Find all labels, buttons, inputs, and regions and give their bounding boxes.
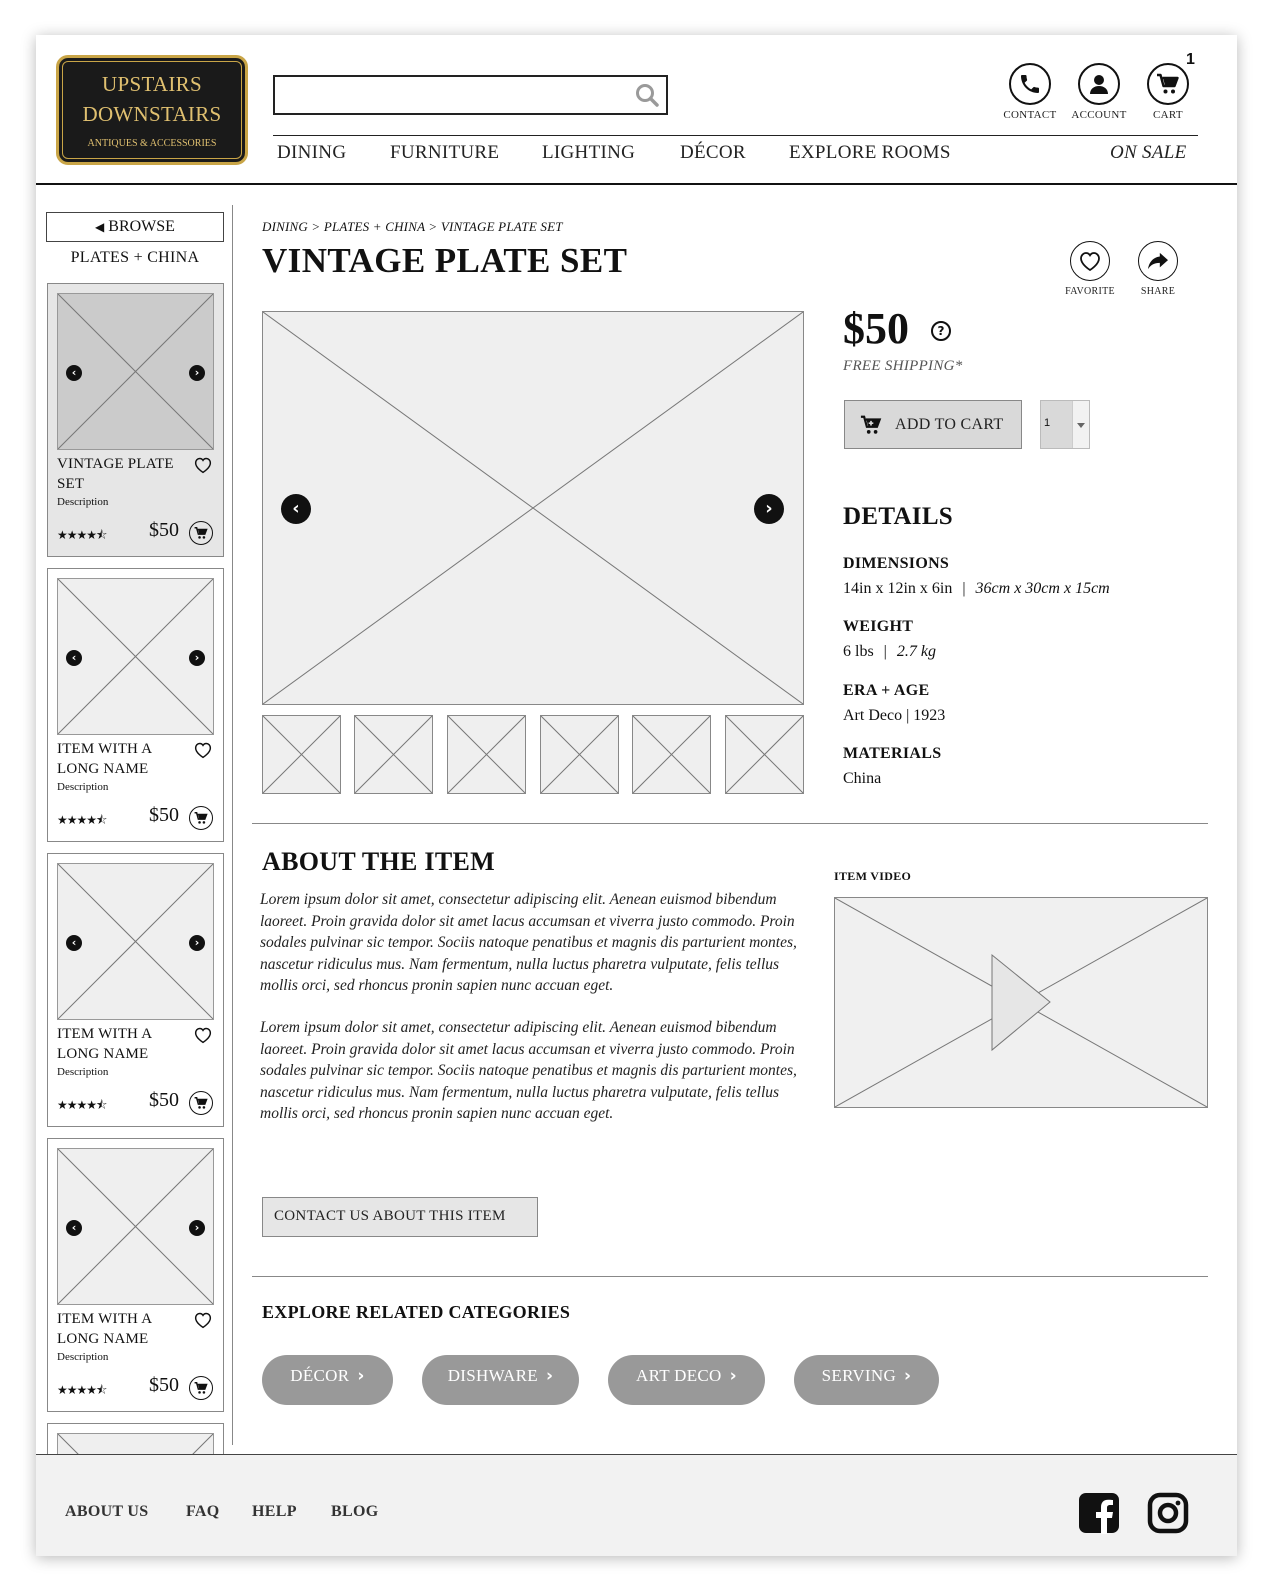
facebook-icon[interactable] bbox=[1078, 1492, 1120, 1534]
star-rating: ★★★★⯪ bbox=[57, 1383, 107, 1397]
sidebar-divider bbox=[232, 205, 233, 1445]
product-price: $50 bbox=[843, 304, 909, 353]
gallery-thumbnail[interactable] bbox=[540, 715, 619, 794]
chevron-left-icon[interactable]: ‹ bbox=[66, 650, 82, 666]
about-paragraph: Lorem ipsum dolor sit amet, consectetur adipiscing elit. Aenean euismod bibendum laoreet. Proin gravida dolor sit amet lacus accumsan et viverra justo commodo. Proin sodales pulvinar sic tempor. Sociis natoque penatibus et magnis dis parturient montes, nascetur ridiculus mus. Nam fermentum, nulla luctus pharetra vulputate, felis tellus mollis orci, sed rhoncus pronin sapien nunc accuan eget. bbox=[260, 1019, 797, 1122]
related-pill-serving[interactable] bbox=[794, 1355, 939, 1405]
footer-about-us[interactable]: ABOUT US bbox=[65, 1503, 149, 1520]
main-product-image[interactable] bbox=[262, 311, 804, 705]
search-input[interactable] bbox=[273, 75, 668, 115]
heart-icon[interactable] bbox=[193, 1311, 213, 1329]
account-label: ACCOUNT bbox=[1071, 109, 1127, 121]
pill-label: ART DECO bbox=[636, 1366, 722, 1385]
footer-blog[interactable]: BLOG bbox=[331, 1503, 379, 1520]
chevron-left-icon[interactable]: ‹ bbox=[281, 494, 311, 524]
about-paragraph: Lorem ipsum dolor sit amet, consectetur adipiscing elit. Aenean euismod bibendum laoreet. Proin gravida dolor sit amet lacus accumsan et viverra justo commodo. Proin sodales pulvinar sic tempor. Sociis natoque penatibus et magnis dis parturient montes, nascetur ridiculus mus. Nam fermentum, nulla luctus pharetra vulputate, felis tellus mollis orci, sed rhoncus pronin sapien nunc accuan eget. bbox=[260, 891, 797, 994]
pill-label: SERVING bbox=[821, 1366, 897, 1385]
chevron-right-icon: › bbox=[729, 1366, 737, 1386]
nav-furniture[interactable]: FURNITURE bbox=[390, 142, 500, 163]
era-label: ERA + AGE bbox=[843, 682, 930, 699]
weight-value bbox=[843, 643, 936, 661]
pill-label: DÉCOR bbox=[290, 1366, 350, 1385]
weight-imperial: 6 lbs bbox=[843, 643, 874, 660]
cart-icon bbox=[1156, 72, 1180, 96]
star-rating: ★★★★⯪ bbox=[57, 1098, 107, 1112]
chevron-down-icon[interactable] bbox=[1072, 401, 1089, 448]
caret-left-icon: ◀ bbox=[95, 220, 105, 234]
related-pill-art-deco[interactable] bbox=[608, 1355, 765, 1405]
product-card[interactable] bbox=[47, 568, 224, 842]
chevron-right-icon: › bbox=[545, 1366, 554, 1386]
contact-label: CONTACT bbox=[1003, 109, 1057, 121]
chevron-right-icon[interactable]: › bbox=[189, 935, 205, 951]
page-frame bbox=[36, 35, 1237, 1556]
nav-explore-rooms[interactable]: EXPLORE ROOMS bbox=[789, 142, 951, 163]
related-pill-dishware[interactable] bbox=[422, 1355, 579, 1405]
add-to-cart-button[interactable] bbox=[189, 1376, 213, 1400]
chevron-left-icon[interactable]: ‹ bbox=[66, 935, 82, 951]
share-label: SHARE bbox=[1140, 286, 1176, 297]
item-video-player[interactable] bbox=[834, 897, 1208, 1108]
add-to-cart-button[interactable] bbox=[189, 806, 213, 830]
cart-icon bbox=[194, 526, 208, 540]
card-description: Description bbox=[57, 781, 109, 793]
logo-line-2: DOWNSTAIRS bbox=[82, 102, 222, 126]
shipping-note: FREE SHIPPING* bbox=[843, 358, 963, 374]
weight-label: WEIGHT bbox=[843, 618, 914, 635]
card-description: Description bbox=[57, 1351, 109, 1363]
heart-icon[interactable] bbox=[193, 741, 213, 759]
chevron-right-icon[interactable]: › bbox=[189, 1220, 205, 1236]
chevron-right-icon: › bbox=[904, 1366, 912, 1386]
add-to-cart-button[interactable] bbox=[844, 400, 1022, 449]
search-icon[interactable] bbox=[634, 82, 660, 108]
product-card[interactable] bbox=[47, 1138, 224, 1412]
add-to-cart-button[interactable] bbox=[189, 1091, 213, 1115]
product-card[interactable] bbox=[47, 283, 224, 557]
materials-label: MATERIALS bbox=[843, 745, 942, 762]
card-price: $50 bbox=[149, 1089, 179, 1111]
weight-separator: | bbox=[883, 643, 887, 660]
gallery-thumbnail[interactable] bbox=[725, 715, 804, 794]
product-image-placeholder[interactable] bbox=[57, 1148, 214, 1305]
header-divider bbox=[36, 183, 1237, 185]
footer-help[interactable]: HELP bbox=[252, 1503, 297, 1520]
chevron-left-icon[interactable]: ‹ bbox=[66, 1220, 82, 1236]
account-link[interactable] bbox=[1059, 63, 1139, 121]
era-value: Art Deco | 1923 bbox=[843, 707, 946, 724]
materials-value: China bbox=[843, 770, 882, 787]
about-heading: ABOUT THE ITEM bbox=[262, 847, 495, 876]
weight-metric: 2.7 kg bbox=[896, 643, 936, 660]
product-card[interactable] bbox=[47, 853, 224, 1127]
contact-link[interactable] bbox=[990, 63, 1070, 121]
card-description: Description bbox=[57, 1066, 109, 1078]
quantity-select[interactable] bbox=[1040, 400, 1090, 449]
footer-faq[interactable]: FAQ bbox=[186, 1503, 220, 1520]
favorite-button[interactable] bbox=[1055, 241, 1125, 297]
chevron-right-icon[interactable]: › bbox=[189, 650, 205, 666]
add-to-cart-label: ADD TO CART bbox=[895, 415, 1004, 433]
nav-divider bbox=[273, 135, 1198, 136]
help-icon[interactable]: ? bbox=[931, 321, 951, 341]
star-rating: ★★★★⯪ bbox=[57, 813, 107, 827]
dimensions-imperial: 14in x 12in x 6in bbox=[843, 580, 953, 597]
related-pill-decor[interactable] bbox=[262, 1355, 393, 1405]
video-label: ITEM VIDEO bbox=[834, 869, 912, 883]
cart-link[interactable] bbox=[1128, 63, 1208, 121]
play-icon[interactable] bbox=[992, 955, 1050, 1050]
nav-lighting[interactable]: LIGHTING bbox=[542, 142, 636, 163]
share-button[interactable] bbox=[1123, 241, 1193, 297]
footer bbox=[36, 1454, 1237, 1556]
chevron-right-icon: › bbox=[357, 1366, 365, 1386]
chevron-left-icon[interactable]: ‹ bbox=[66, 365, 82, 381]
gallery-thumbnail[interactable] bbox=[354, 715, 433, 794]
dimensions-metric: 36cm x 30cm x 15cm bbox=[975, 580, 1110, 597]
product-image-placeholder[interactable] bbox=[57, 863, 214, 1020]
heart-icon[interactable] bbox=[193, 456, 213, 474]
cart-icon bbox=[194, 811, 208, 825]
gallery-thumbnail[interactable] bbox=[262, 715, 341, 794]
section-divider bbox=[252, 823, 1208, 824]
cart-icon bbox=[194, 1096, 208, 1110]
product-image-placeholder[interactable] bbox=[57, 293, 214, 450]
product-image-placeholder[interactable] bbox=[57, 578, 214, 735]
details-heading: DETAILS bbox=[843, 503, 954, 530]
star-rating: ★★★★⯪ bbox=[57, 528, 107, 542]
card-product-name[interactable]: VINTAGE PLATE SET bbox=[57, 456, 174, 492]
brand-logo[interactable] bbox=[56, 55, 248, 165]
heart-icon[interactable] bbox=[193, 1026, 213, 1044]
cart-count-badge: 1 bbox=[1186, 51, 1195, 68]
favorite-label: FAVORITE bbox=[1065, 286, 1115, 297]
browse-label: BROWSE bbox=[108, 218, 175, 235]
page-title: VINTAGE PLATE SET bbox=[262, 241, 628, 280]
nav-decor[interactable]: DÉCOR bbox=[680, 142, 746, 163]
heart-icon bbox=[1078, 250, 1102, 272]
logo-line-1: UPSTAIRS bbox=[102, 72, 202, 96]
breadcrumb[interactable]: DINING > PLATES + CHINA > VINTAGE PLATE SET bbox=[262, 219, 563, 234]
dimensions-value bbox=[843, 580, 1110, 598]
add-to-cart-button[interactable] bbox=[189, 521, 213, 545]
gallery-thumbnail[interactable] bbox=[447, 715, 526, 794]
dimensions-label: DIMENSIONS bbox=[843, 555, 950, 572]
card-price: $50 bbox=[149, 1374, 179, 1396]
browse-button[interactable] bbox=[46, 212, 224, 242]
card-price: $50 bbox=[149, 804, 179, 826]
section-divider bbox=[252, 1276, 1208, 1277]
instagram-icon[interactable] bbox=[1147, 1492, 1189, 1534]
chevron-right-icon[interactable]: › bbox=[189, 365, 205, 381]
cart-plus-icon bbox=[859, 414, 883, 436]
card-product-name[interactable]: ITEM WITH A LONG NAME bbox=[57, 1311, 152, 1347]
card-product-name[interactable]: ITEM WITH A LONG NAME bbox=[57, 1026, 152, 1062]
phone-icon bbox=[1018, 72, 1042, 96]
gallery-thumbnail[interactable] bbox=[632, 715, 711, 794]
card-price: $50 bbox=[149, 519, 179, 541]
cart-icon bbox=[194, 1381, 208, 1395]
chevron-right-icon[interactable]: › bbox=[754, 494, 784, 524]
card-description: Description bbox=[57, 496, 109, 508]
nav-dining[interactable]: DINING bbox=[277, 142, 347, 163]
user-icon bbox=[1087, 72, 1111, 96]
nav-on-sale[interactable]: ON SALE bbox=[1110, 142, 1187, 163]
cart-label: CART bbox=[1153, 109, 1183, 121]
share-icon bbox=[1147, 251, 1169, 271]
contact-about-item-button[interactable]: CONTACT US ABOUT THIS ITEM bbox=[262, 1197, 538, 1237]
pill-label: DISHWARE bbox=[447, 1366, 538, 1385]
dimensions-separator: | bbox=[962, 580, 966, 597]
card-product-name[interactable]: ITEM WITH A LONG NAME bbox=[57, 741, 152, 777]
sidebar-category-title: PLATES + CHINA bbox=[70, 249, 200, 266]
logo-tagline: ANTIQUES & ACCESSORIES bbox=[87, 138, 217, 149]
related-heading: EXPLORE RELATED CATEGORIES bbox=[262, 1302, 571, 1322]
quantity-value: 1 bbox=[1044, 417, 1051, 429]
